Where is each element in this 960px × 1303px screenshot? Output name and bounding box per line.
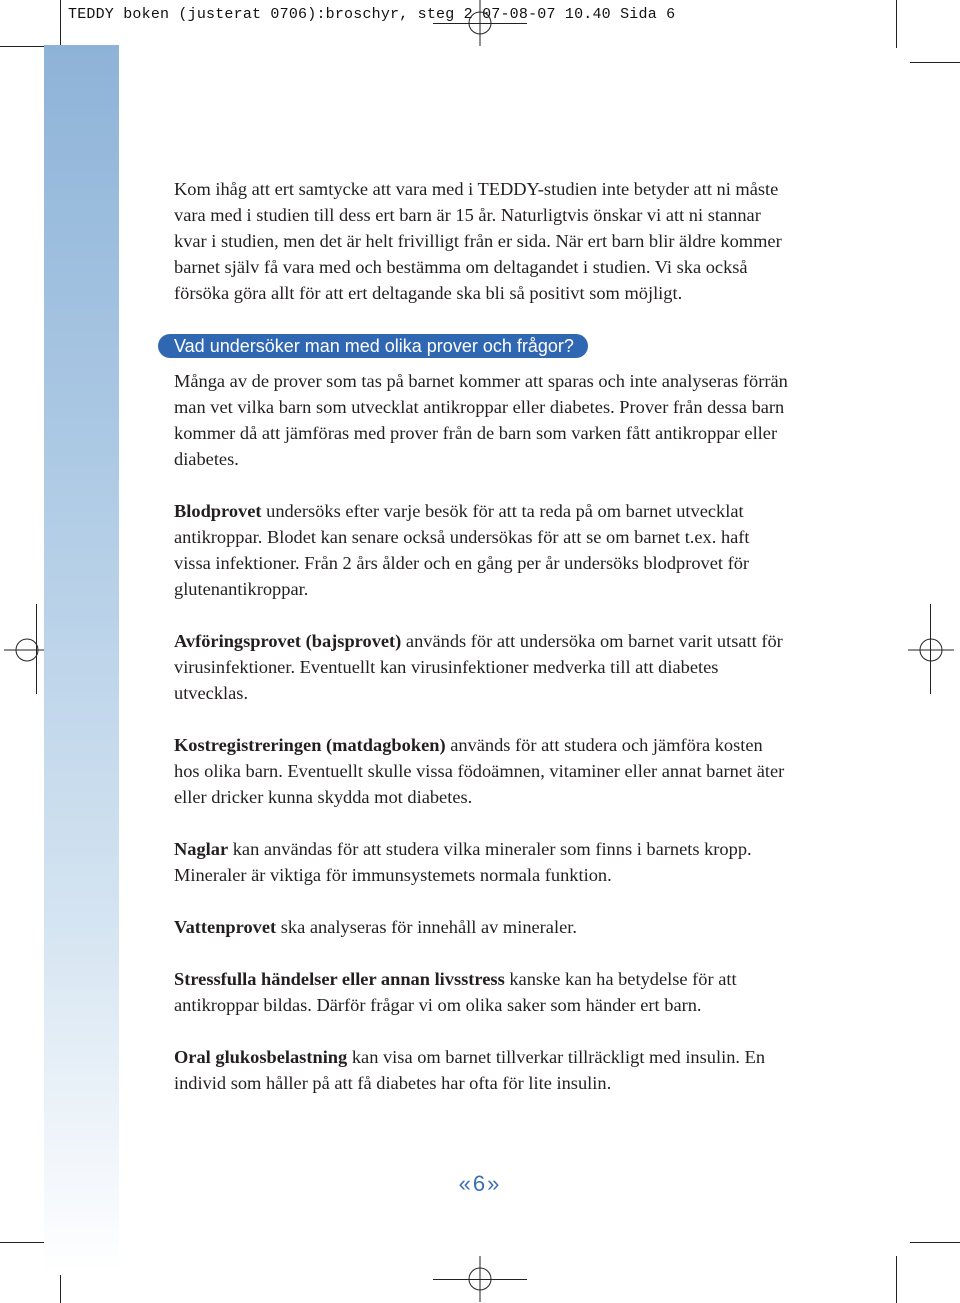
- crop-mark: [896, 0, 897, 48]
- term-label: Oral glukosbelastning: [174, 1047, 348, 1067]
- crop-mark: [910, 62, 960, 63]
- term-label: Blodprovet: [174, 501, 262, 521]
- crop-mark: [0, 1242, 48, 1243]
- item-avforingsprovet: [174, 628, 790, 706]
- item-naglar: [174, 836, 790, 888]
- term-description: kan användas för att studera vilka mineraler som finns i barnets kropp. Mineraler är viktiga för immunsystemets normala funktion.: [174, 839, 752, 885]
- term-label: Stressfulla händelser eller annan livsstress: [174, 969, 505, 989]
- item-stressfulla-handelser: [174, 966, 790, 1018]
- section-heading: Vad undersöker man med olika prover och frågor?: [158, 334, 588, 358]
- term-label: Kostregistreringen (matdagboken): [174, 735, 446, 755]
- term-description: ska analyseras för innehåll av mineraler.: [276, 917, 577, 937]
- lead-paragraph: Många av de prover som tas på barnet kommer att sparas och inte analyseras förrän man vet vilka barn som utvecklat antikroppar eller diabetes. Prover från dessa barn kommer då att jämföras med prover från de barn som varken fått antikroppar eller diabetes.: [174, 371, 788, 469]
- registration-mark-right: [908, 627, 954, 673]
- intro-paragraph: Kom ihåg att ert samtycke att vara med i TEDDY-studien inte betyder att ni måste vara med i studien till dess ert barn är 15 år. Naturligtvis önskar vi att ni stannar kvar i studien, men det är helt frivilligt från er sida. När ert barn blir äldre kommer barnet själv få vara med och bestämma om deltagandet i studien. Vi ska också försöka göra allt för att ert deltagande ska bli så positivt som möjligt.: [174, 179, 782, 303]
- term-label: Vattenprovet: [174, 917, 277, 937]
- main-text: [174, 176, 790, 1122]
- item-kostregistreringen: [174, 732, 790, 810]
- term-label: Avföringsprovet (bajsprovet): [174, 631, 402, 651]
- term-description: kan visa om barnet tillverkar tillräckligt med insulin. En individ som håller på att få diabetes har ofta för lite insulin.: [174, 1047, 766, 1093]
- item-vattenprovet: [174, 914, 790, 940]
- page-number: «6»: [458, 1171, 502, 1196]
- registration-mark-top: [457, 0, 503, 46]
- term-description: används för att undersöka om barnet varit utsatt för virusinfektioner. Eventuellt kan virusinfektioner medverka till att diabetes utvecklas.: [174, 631, 783, 703]
- term-label: Naglar: [174, 839, 229, 859]
- sidebar-color-band: [44, 45, 119, 1275]
- term-description: kanske kan ha betydelse för att antikroppar bildas. Därför frågar vi om olika saker som händer ert barn.: [174, 969, 737, 1015]
- item-blodprovet: [174, 498, 790, 602]
- print-slug: TEDDY boken (justerat 0706):broschyr, steg 2 07-08-07 10.40 Sida 6: [68, 6, 676, 23]
- crop-mark: [60, 0, 61, 48]
- term-description: används för att studera och jämföra kosten hos olika barn. Eventuellt skulle vissa födoämnen, vitaminer eller annat barnet äter eller dricker kunna skydda mot diabetes.: [174, 735, 785, 807]
- crop-mark: [910, 1242, 960, 1243]
- term-description: undersöks efter varje besök för att ta reda på om barnet utvecklat antikroppar. Blodet kan senare också undersökas för att se om barnet t.ex. haft vissa infektioner. Från 2 års ålder och en gång per år undersöks blodprovet för glutenantikroppar.: [174, 501, 750, 599]
- crop-mark: [896, 1256, 897, 1303]
- crop-mark: [0, 46, 48, 47]
- item-oral-glukosbelastning: [174, 1044, 790, 1096]
- registration-mark-bottom: [457, 1256, 503, 1302]
